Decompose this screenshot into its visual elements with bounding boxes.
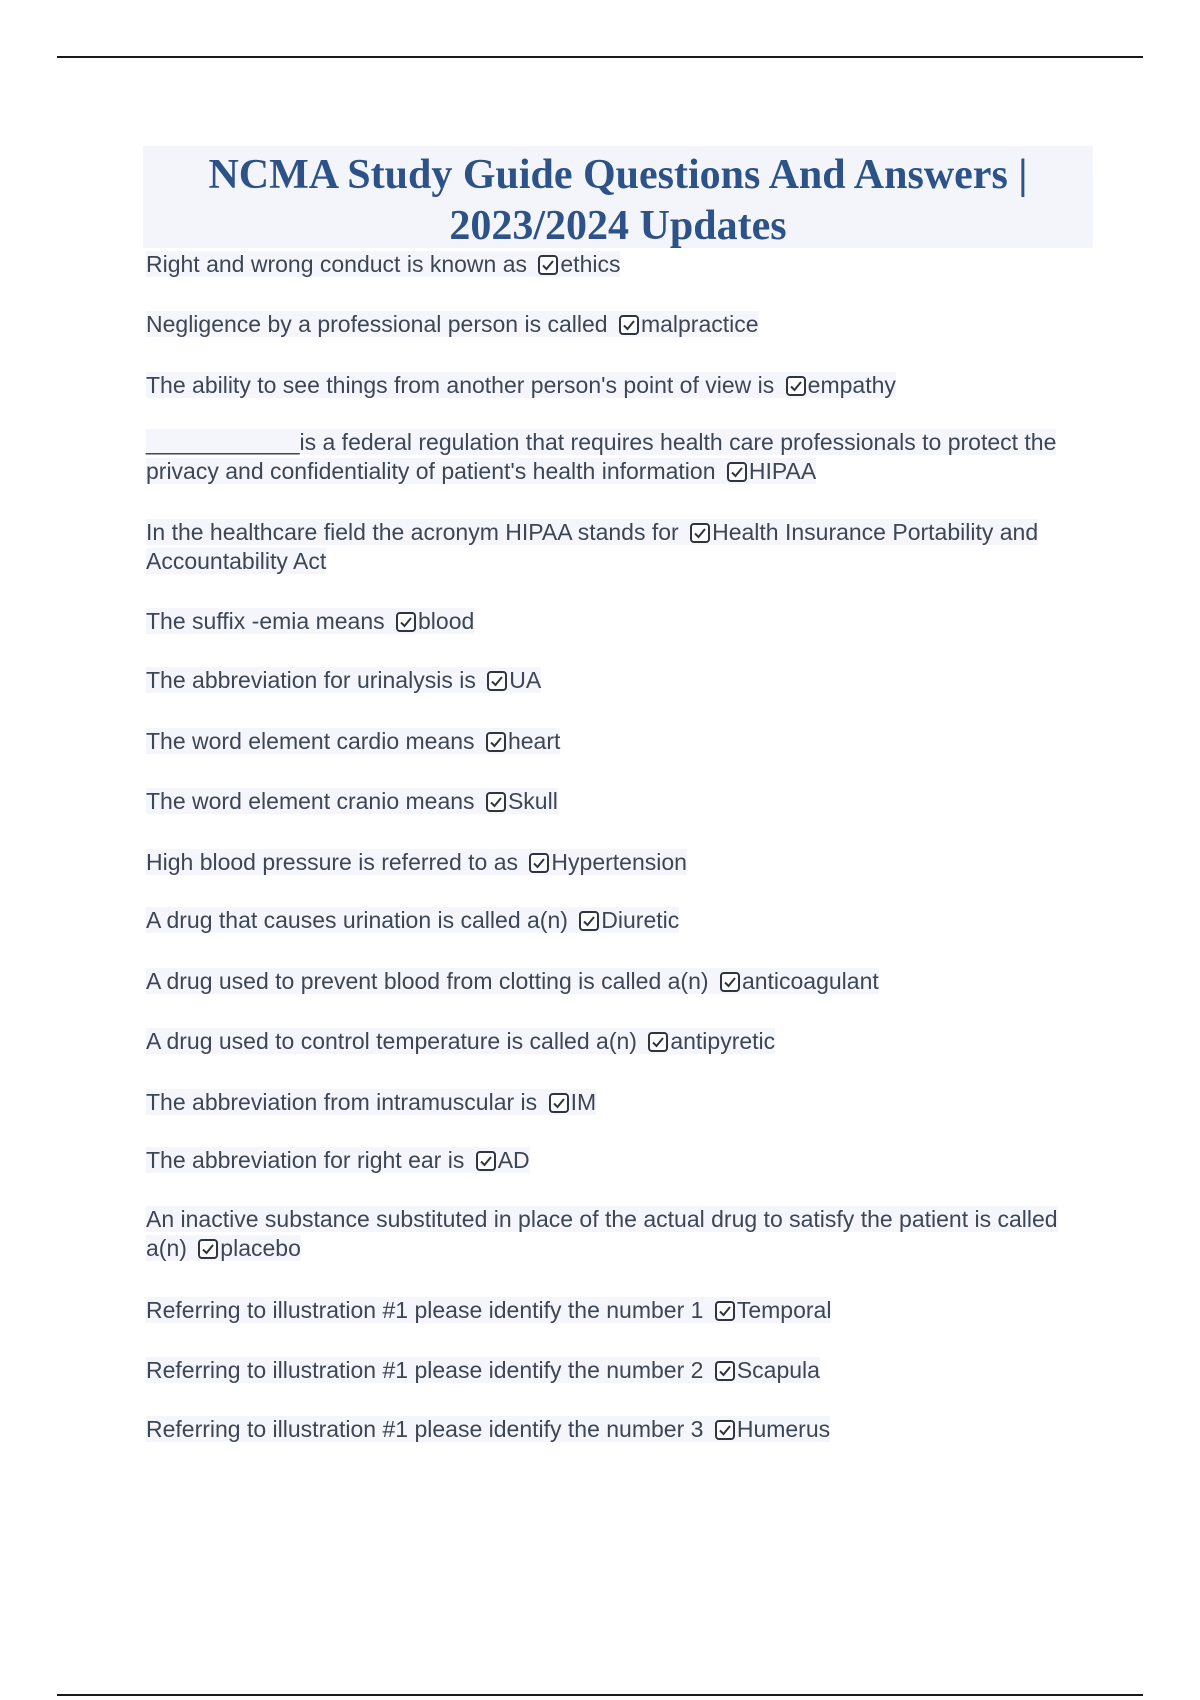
answer-text: placebo [220,1235,301,1261]
answer-text: HIPAA [748,458,817,484]
qa-item [146,1415,1076,1444]
answer-text: Temporal [736,1297,832,1323]
question-text: The suffix -emia means [146,608,385,634]
checkbox-icon [549,1093,569,1113]
checkbox-icon [715,1301,735,1321]
question-text: Negligence by a professional person is called [146,311,608,337]
question-text: The abbreviation for urinalysis is [146,667,476,693]
bottom-rule [57,1694,1143,1696]
answer-text: Humerus [736,1416,831,1442]
question-text: The ability to see things from another person's point of view is [146,372,775,398]
checkbox-icon [690,523,710,543]
checkbox-icon [727,462,747,482]
answer-text: UA [509,667,542,693]
qa-item [146,727,1076,756]
checkbox-icon [396,612,416,632]
checkbox-icon [529,853,549,873]
qa-item [146,666,1076,695]
question-text: The word element cranio means [146,788,475,814]
question-text: A drug that causes urination is called a(n) [146,907,568,933]
qa-item [146,428,1076,486]
checkbox-icon [486,732,506,752]
checkbox-icon [720,972,740,992]
answer-text: IM [570,1089,597,1115]
question-text: Right and wrong conduct is known as [146,251,527,277]
title-block [143,146,1093,248]
checkbox-icon [198,1239,218,1259]
answer-text: empathy [807,372,896,398]
qa-item [146,518,1076,576]
title-line-1: NCMA Study Guide Questions And Answers | [208,152,1028,198]
answer-text: blood [418,608,475,634]
question-text: Referring to illustration #1 please identify the number 1 [146,1297,704,1323]
qa-item [146,1146,1076,1175]
qa-item [146,787,1076,816]
answer-text: anticoagulant [741,968,879,994]
qa-item [146,250,1076,279]
answer-text: Health Insurance Portability and Accountability Act [146,519,1039,574]
checkbox-icon [486,792,506,812]
checkbox-icon [648,1032,668,1052]
title-line-2: 2023/2024 Updates [449,203,787,249]
qa-item [146,848,1076,877]
page-title [143,146,1093,252]
answer-text: malpractice [640,311,759,337]
question-text: The word element cardio means [146,728,475,754]
checkbox-icon [487,671,507,691]
qa-item [146,1027,1076,1056]
question-text: The abbreviation for right ear is [146,1147,465,1173]
checkbox-icon [476,1151,496,1171]
question-text: Referring to illustration #1 please identify the number 2 [146,1357,704,1383]
top-rule [57,56,1143,58]
answer-text: Skull [507,788,558,814]
qa-item [146,607,1076,636]
checkbox-icon [538,255,558,275]
qa-item [146,1205,1076,1263]
answer-text: ethics [560,251,621,277]
question-text: The abbreviation from intramuscular is [146,1089,538,1115]
question-text: High blood pressure is referred to as [146,849,519,875]
qa-item [146,310,1076,339]
answer-text: antipyretic [670,1028,776,1054]
checkbox-icon [715,1420,735,1440]
answer-text: Scapula [736,1357,820,1383]
qa-item [146,1356,1076,1385]
qa-item [146,967,1076,996]
qa-item [146,371,1076,400]
question-text: An inactive substance substituted in place of the actual drug to satisfy the patient is called a(n) [146,1206,1058,1261]
checkbox-icon [786,376,806,396]
checkbox-icon [715,1361,735,1381]
question-text: A drug used to prevent blood from clotting is called a(n) [146,968,709,994]
question-text: Referring to illustration #1 please identify the number 3 [146,1416,704,1442]
question-text: In the healthcare field the acronym HIPAA stands for [146,519,679,545]
question-text: A drug used to control temperature is called a(n) [146,1028,637,1054]
qa-item [146,1088,1076,1117]
qa-item [146,906,1076,935]
qa-item [146,1296,1076,1325]
checkbox-icon [579,911,599,931]
answer-text: Hypertension [551,849,687,875]
question-text: ____________is a federal regulation that requires health care professionals to protect the privacy and confidentiality of patient's health information [146,429,1057,484]
checkbox-icon [619,315,639,335]
answer-text: AD [497,1147,530,1173]
answer-text: Diuretic [601,907,680,933]
answer-text: heart [507,728,561,754]
